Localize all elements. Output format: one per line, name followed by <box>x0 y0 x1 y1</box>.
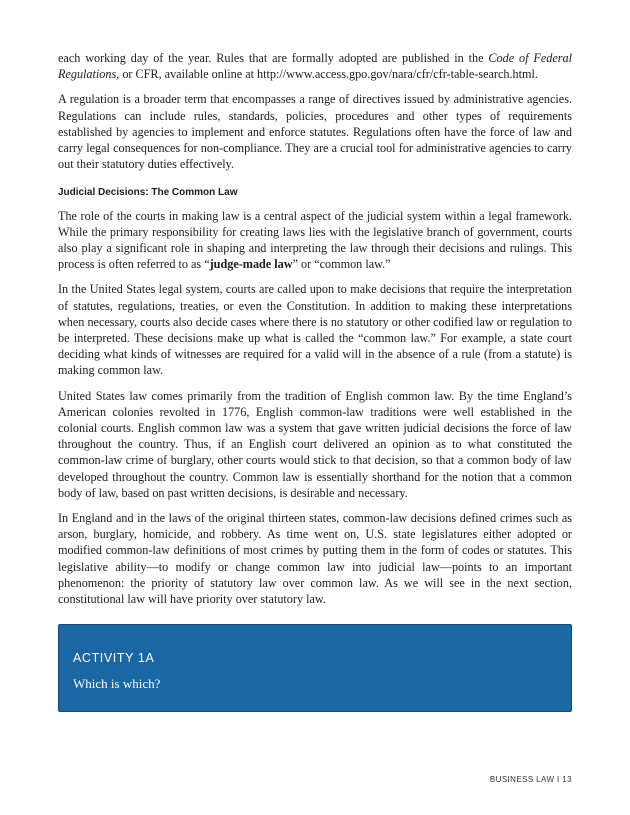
page-footer: BUSINESS LAW I 13 <box>489 775 572 784</box>
paragraph-english-common-law: United States law comes primarily from the tradition of English common law. By the time England’s American colonies revolted in 1776, English common-law traditions were well established in the colonial courts. English common law was a system that gave written judicial decisions the force of law throughout the country. Thus, if an English court delivered an opinion as to what constituted the common-law crime of burglary, other courts would stick to that decision, so that a common body of law developed throughout the country. Common law is essentially shorthand for the notion that a common body of law, based on past written decisions, is desirable and necessary. <box>58 388 572 500</box>
activity-prompt: Which is which? <box>73 676 161 691</box>
paragraph-cfr-text-b: , or CFR, available online at http://www.access.gpo.gov/nara/cfr/cfr-table-search.html. <box>116 67 538 82</box>
paragraph-cfr-text-a: each working day of the year. Rules that are formally adopted are published in the <box>58 51 489 65</box>
paragraph-cfr <box>58 50 572 82</box>
paragraph-us-legal-system: In the United States legal system, courts are called upon to make decisions that require the interpretation of statutes, regulations, treaties, or even the Constitution. In addition to making these interpretations when necessary, courts also decide cases where there is no statutory or other codified law or regulation to be interpreted. These decisions make up what is called the “common law.” For example, a state court deciding what kinds of witnesses are required for a valid will in the absence of a rule (from a statute) is making common law. <box>58 282 572 378</box>
paragraph-courts-role <box>58 208 572 273</box>
paragraph-courts-text-b: ” or “common law.” <box>292 257 391 272</box>
activity-box <box>58 624 572 712</box>
paragraph-courts-text-a: The role of the courts in making law is a central aspect of the judicial system within a legal framework. While the primary responsibility for creating laws lies with the legislative branch of government, courts also play a significant role in shaping and interpreting the law through their decisions and rulings. This process is often referred to as “ <box>58 208 572 272</box>
cfr-title: Code of Federal Regulations <box>58 51 572 82</box>
paragraph-thirteen-states: In England and in the laws of the original thirteen states, common-law decisions defined crimes such as arson, burglary, homicide, and robbery. As time went on, U.S. state legislatures either adopted or modified common-law definitions of most crimes by putting them in the form of codes or statutes. This legislative ability—to modify or change common law into judicial law—points to an important phenomenon: the priority of statutory law over common law. As we will see in the next section, constitutional law will have priority over statutory law. <box>58 511 572 607</box>
section-heading: Judicial Decisions: The Common Law <box>58 187 238 199</box>
paragraph-regulation: A regulation is a broader term that encompasses a range of directives issued by administrative agencies. Regulations can include rules, standards, policies, procedures and other types of requirements established by agencies to implement and enforce statutes. Regulations often have the force of law and carry legal consequences for non-compliance. They are a crucial tool for administrative agencies to carry out their statutory duties effectively. <box>58 92 572 172</box>
activity-title: ACTIVITY 1A <box>73 651 155 665</box>
page-body <box>58 50 572 616</box>
judge-made-law-term: judge-made law <box>209 257 293 272</box>
